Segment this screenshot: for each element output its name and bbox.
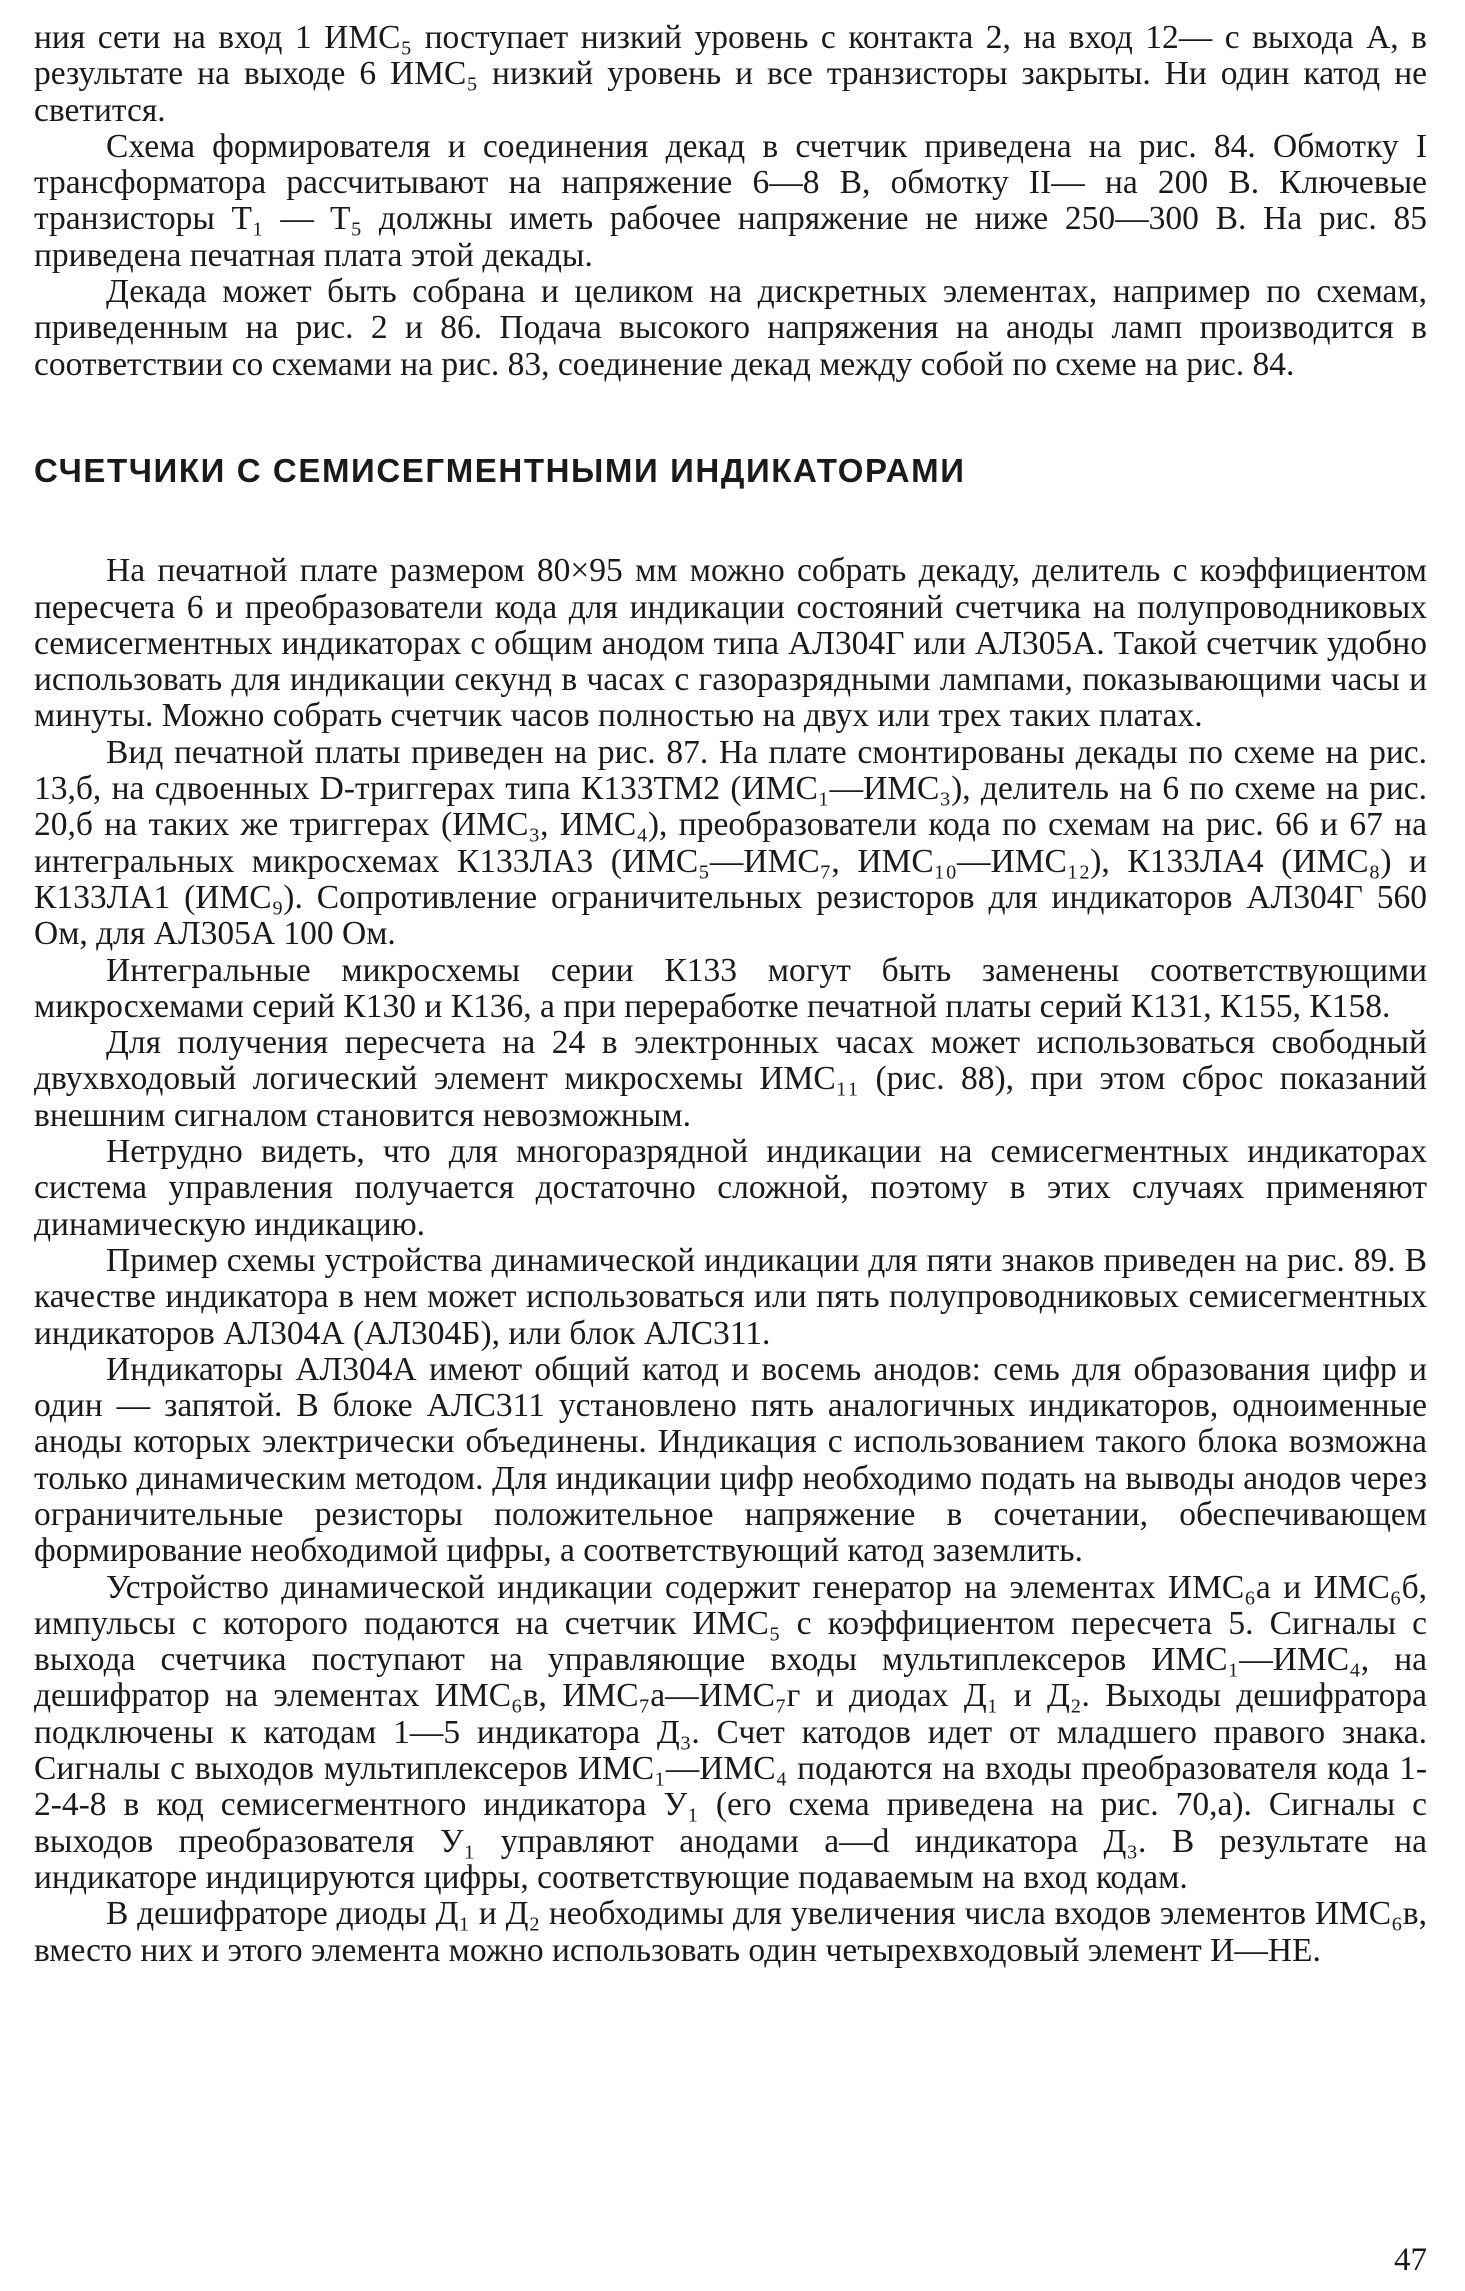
paragraph-decoder-diodes: В дешифраторе диоды Д₁ и Д₂ необходимы для увеличения числа входов элементов ИМС₆в, вместо них и этого элемента можно использовать один четырехвходовый элемент И—НЕ. [34, 1895, 1427, 1969]
section-heading: СЧЕТЧИКИ С СЕМИСЕГМЕНТНЫМИ ИНДИКАТОРАМИ [34, 451, 966, 489]
paragraph-pcb-size: На печатной плате размером 80×95 мм можно собрать декаду, делитель с коэффициентом пересчета 6 и преобразователи кода для индикации состояний счетчика на полупроводниковых семисегментных индикаторах с общим анодом типа АЛ304Г или АЛ305А. Такой счетчик удобно использовать для индикации секунд в часах с газоразрядными лампами, показывающими часы и минуты. Можно собрать счетчик часов полностью на двух или трех таких платах. [34, 552, 1427, 735]
paragraph-dynamic-reason: Нетрудно видеть, что для многоразрядной индикации на семисегментных индикаторах система управления получается достаточно сложной, поэтому в этих случаях применяют динамическую индикацию. [34, 1133, 1427, 1243]
paragraph-indicators: Индикаторы АЛ304А имеют общий катод и восемь анодов: семь для образования цифр и один — запятой. В блоке АЛС311 установлено пять аналогичных индикаторов, одноименные аноды которых электрически объединены. Индикация с использованием такого блока возможна только динамическим методом. Для индикации цифр необходимо подать на выводы анодов через ограничительные резисторы положительное напряжение в сочетании, обеспечивающем формирование необходимой цифры, а соответствующий катод заземлить. [34, 1350, 1427, 1570]
paragraph-dynamic-example: Пример схемы устройства динамической индикации для пяти знаков приведен на рис. 89. В качестве индикатора в нем может использоваться или пять полупроводниковых семисегментных индикаторов АЛ304А (АЛ304Б), или блок АЛС311. [34, 1241, 1427, 1352]
paragraph-device-description: Устройство динамической индикации содержит генератор на элементах ИМС₆а и ИМС₆б, импульсы с которого подаются на счетчик ИМС₅ с коэффициентом пересчета 5. Сигналы с выхода счетчика поступают на управляющие входы мультиплексеров ИМС₁—ИМС₄, на дешифратор на элементах ИМС₆в, ИМС₇а—ИМС₇г и диодах Д₁ и Д₂. Выходы дешифратора подключены к катодам 1—5 индикатора Д₃. Счет катодов идет от младшего правого знака. Сигналы с выходов мультиплексеров ИМС₁—ИМС₄ подаются на входы преобразователя кода 1-2-4-8 в код семисегментного индикатора У₁ (его схема приведена на рис. 70,а). Сигналы с выходов преобразователя У₁ управляют анодами a—d индикатора Д₃. В результате на индикаторе индицируются цифры, соответствующие подаваемым на вход кодам. [34, 1568, 1427, 1896]
paragraph-discrete-decade: Декада может быть собрана и целиком на дискретных элементах, например по схемам, приведенным на рис. 2 и 86. Подача высокого напряжения на аноды ламп производится в соответствии со схемами на рис. 83, соединение декад между собой по схеме на рис. 84. [34, 273, 1427, 383]
paragraph-continuation: ния сети на вход 1 ИМС₅ поступает низкий уровень с контакта 2, на вход 12— с выхода А, в результате на выходе 6 ИМС₅ низкий уровень и все транзисторы закрыты. Ни один катод не светится. [34, 19, 1427, 129]
paragraph-former-scheme: Схема формирователя и соединения декад в счетчик приведена на рис. 84. Обмотку I трансформатора рассчитывают на напряжение 6—8 В, обмотку II— на 200 В. Ключевые транзисторы T₁ — T₅ должны иметь рабочее напряжение не ниже 250—300 В. На рис. 85 приведена печатная плата этой декады. [34, 127, 1427, 274]
paragraph-pcb-view: Вид печатной платы приведен на рис. 87. На плате смонтированы декады по схеме на рис. 13,б, на сдвоенных D-триггерах типа К133ТМ2 (ИМС₁—ИМС₃), делитель на 6 по схеме на рис. 20,б на таких же триггерах (ИМС₃, ИМС₄), преобразователи кода по схемам на рис. 66 и 67 на интегральных микросхемах К133ЛА3 (ИМС₅—ИМС₇, ИМС₁₀—ИМС₁₂), К133ЛА4 (ИМС₈) и К133ЛА1 (ИМС₉). Сопротивление ограничительных резисторов для индикаторов АЛ304Г 560 Ом, для АЛ305А 100 Ом. [34, 733, 1427, 953]
page-body [34, 20, 1427, 1969]
paragraph-count-24: Для получения пересчета на 24 в электронных часах может использоваться свободный двухвходовый логический элемент микросхемы ИМС₁₁ (рис. 88), при этом сброс показаний внешним сигналом становится невозможным. [34, 1024, 1427, 1134]
page-number: 47 [1394, 2242, 1427, 2278]
paragraph-series-replacement: Интегральные микросхемы серии К133 могут быть заменены соответствующими микросхемами серий К130 и К136, а при переработке печатной платы серий К131, К155, К158. [34, 951, 1427, 1025]
